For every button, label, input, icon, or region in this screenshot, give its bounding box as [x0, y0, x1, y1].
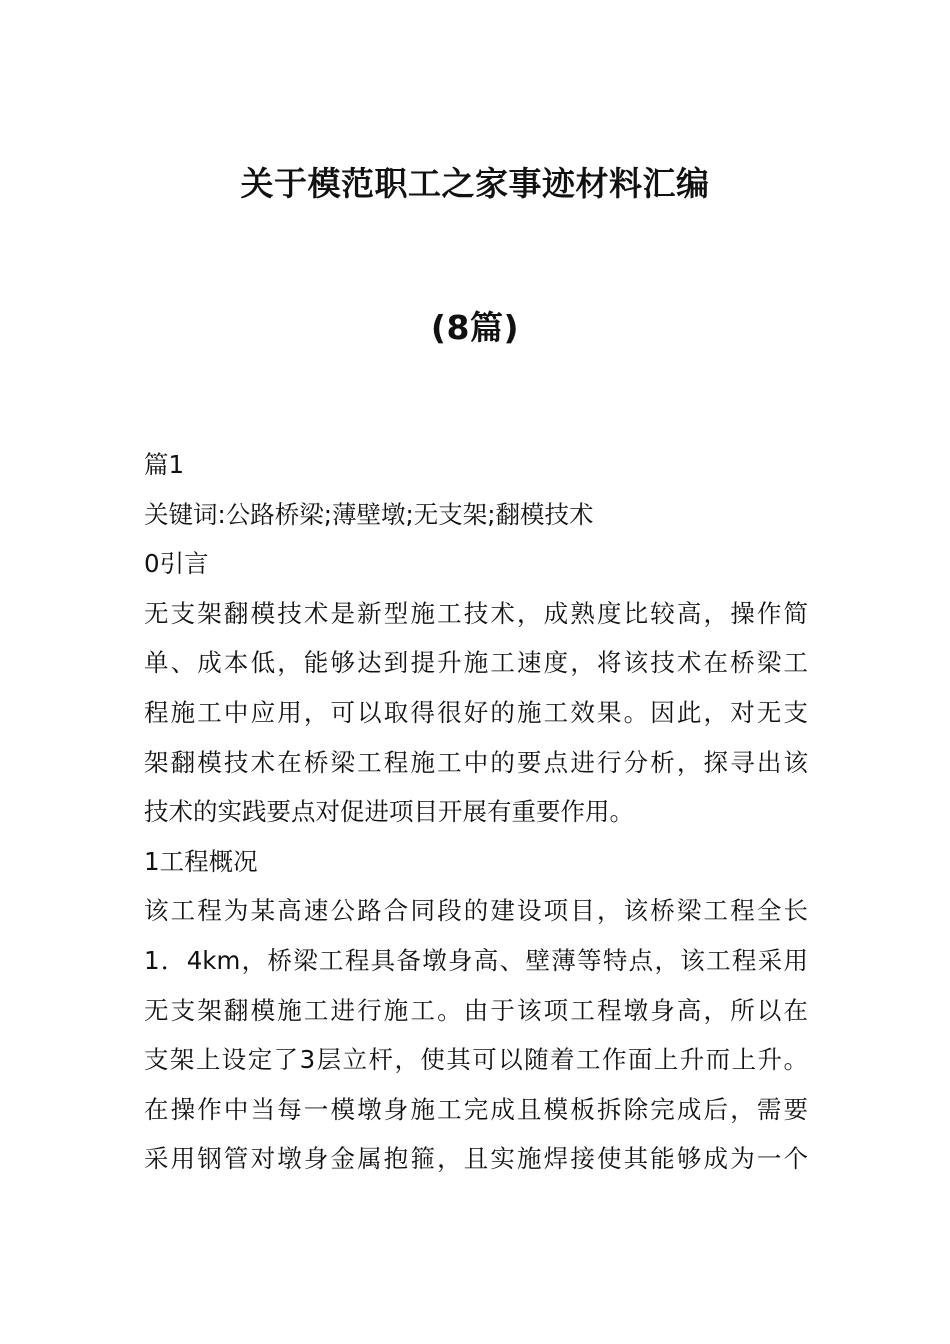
body-line: 在操作中当每一模墩身施工完成且模板拆除完成后，需要 — [144, 1094, 808, 1124]
body-line: 1．4km，桥梁工程具备墩身高、壁薄等特点，该工程采用 — [144, 945, 808, 975]
document-subtitle: (8篇) — [430, 308, 520, 347]
document-title: 关于模范职工之家事迹材料汇编 — [240, 164, 710, 203]
body-line: 1工程概况 — [144, 846, 258, 876]
body-line: 单、成本低，能够达到提升施工速度，将该技术在桥梁工 — [144, 648, 808, 678]
body-line: 该工程为某高速公路合同段的建设项目，该桥梁工程全长 — [144, 896, 808, 926]
body-line: 架翻模技术在桥梁工程施工中的要点进行分析，探寻出该 — [144, 747, 808, 777]
body-line: 技术的实践要点对促进项目开展有重要作用。 — [144, 797, 634, 827]
document-body — [144, 440, 808, 1184]
body-line: 无支架翻模施工进行施工。由于该项工程墩身高，所以在 — [144, 995, 808, 1025]
body-line: 程施工中应用，可以取得很好的施工效果。因此，对无支 — [144, 697, 808, 727]
body-line: 无支架翻模技术是新型施工技术，成熟度比较高，操作简 — [144, 598, 808, 628]
body-line: 0引言 — [144, 549, 209, 579]
body-line: 篇1 — [144, 450, 185, 479]
body-line: 支架上设定了3层立杆，使其可以随着工作面上升而上升。 — [144, 1045, 808, 1075]
body-line: 采用钢管对墩身金属抱箍，且实施焊接使其能够成为一个 — [144, 1144, 808, 1174]
body-line: 关键词:公路桥梁;薄壁墩;无支架;翻模技术 — [144, 499, 594, 529]
